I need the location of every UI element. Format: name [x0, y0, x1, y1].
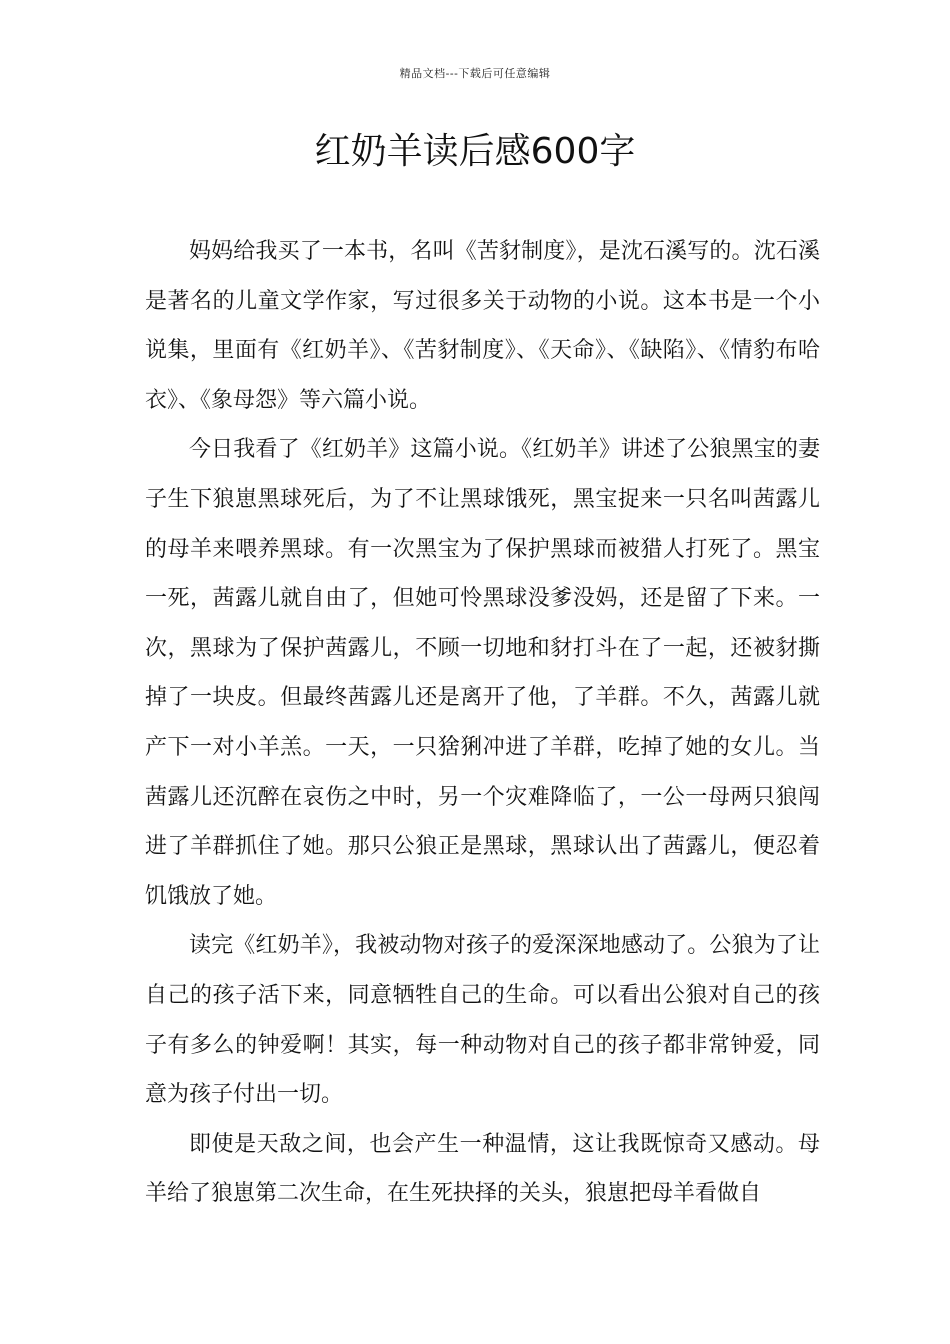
paragraph-3: 读完《红奶羊》，我被动物对孩子的爱深深地感动了。公狼为了让自己的孩子活下来，同意牺牲自己的生命。可以看出公狼对自己的孩子有多么的钟爱啊！其实，每一种动物对自己的孩子都非常钟爱，同意为孩子付出一切。	[145, 933, 820, 1108]
paragraph-4: 即使是天敌之间，也会产生一种温情，这让我既惊奇又感动。母羊给了狼崽第二次生命，在生死抉择的关头，狼崽把母羊看做自	[145, 1131, 820, 1207]
header-note: 精品文档---下载后可任意编辑	[399, 67, 551, 80]
paragraph-2: 今日我看了《红奶羊》这篇小说。《红奶羊》讲述了公狼黑宝的妻子生下狼崽黑球死后，为了不让黑球饿死，黑宝捉来一只名叫茜露儿的母羊来喂养黑球。有一次黑宝为了保护黑球而被猎人打死了。黑宝一死，茜露儿就自由了，但她可怜黑球没爹没妈，还是留了下来。一次，黑球为了保护茜露儿，不顾一切地和豺打斗在了一起，还被豺撕掉了一块皮。但最终茜露儿还是离开了他，了羊群。不久，茜露儿就产下一对小羊羔。一天，一只猞猁冲进了羊群，吃掉了她的女儿。当茜露儿还沉醉在哀伤之中时，另一个灾难降临了，一公一母两只狼闯进了羊群抓住了她。那只公狼正是黑球，黑球认出了茜露儿，便忍着饥饿放了她。	[145, 437, 820, 909]
article-body	[145, 227, 820, 1219]
page-title: 红奶羊读后感600字	[314, 131, 636, 172]
paragraph-1: 妈妈给我买了一本书，名叫《苦豺制度》，是沈石溪写的。沈石溪是著名的儿童文学作家，写过很多关于动物的小说。这本书是一个小说集，里面有《红奶羊》、《苦豺制度》、《天命》、《缺陷》、《情豹布哈衣》、《象母怨》等六篇小说。	[145, 239, 820, 413]
